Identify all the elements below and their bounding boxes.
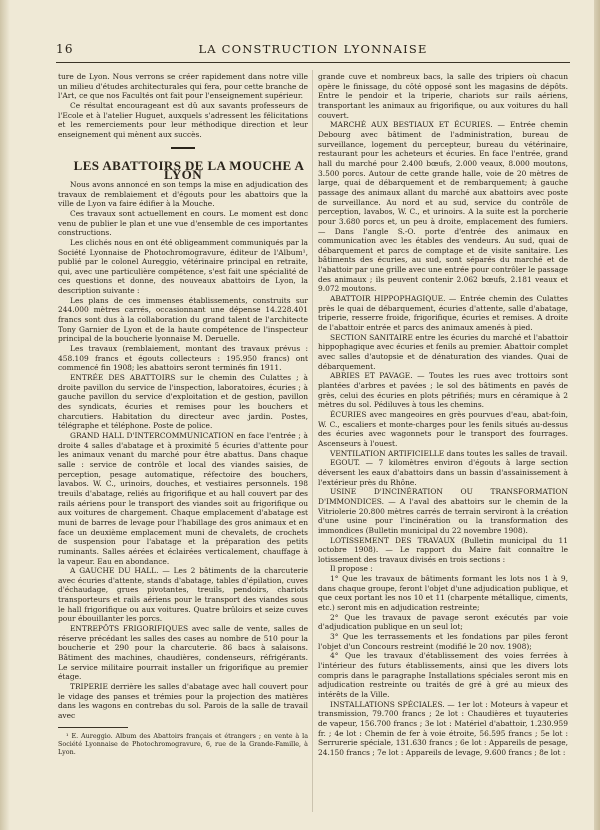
article-paragraph: SECTION SANITAIRE entre les écuries du marché et l'abattoir hippophagique avec écuries et fenils au premier. Abattoir complet avec salles d'autopsie et de dénaturation des viandes. Quai de débarquement. <box>318 332 568 371</box>
article-paragraph: Ces travaux sont actuellement en cours. Le moment est donc venu de publier le plan et une vue d'ensemble de ces importantes constructions. <box>58 208 308 238</box>
journal-title: LA CONSTRUCTION LYONNAISE <box>198 42 428 56</box>
column-gutter <box>312 70 313 812</box>
page-edge-right <box>594 0 600 830</box>
article-paragraph: 3° Que les terrassements et les fondations par piles feront l'objet d'un Concours restreint (modifié le 20 nov. 1908); <box>318 632 568 651</box>
article-paragraph: ABATTOIR HIPPOPHAGIQUE. — Entrée chemin des Culattes près le quai de débarquement, écuries d'attente, salle d'abatage, triperie, resserre froide, frigorifique, écuries et remises. A droite de l'abattoir entrée et parcs des animaux amenés à pied. <box>318 294 568 333</box>
article-paragraph: Les travaux (remblaiement, montant des travaux prévus : 458.109 francs et égouts collecteurs : 195.950 francs) ont commencé fin 1908; les abattoirs seront terminés fin 1911. <box>58 344 308 373</box>
article-paragraph: Les plans de ces immenses établissements, construits sur 244.000 mètres carrés, occasionnant une dépense 14.228.401 francs sont dus à la collaboration du grand talent de l'architecte Tony Garnier de Lyon et de la haute compétence de l'inspecteur principal de la boucherie lyonnaise M. Deruelle. <box>58 295 308 344</box>
article-paragraph: grande cuve et nombreux bacs, la salle des tripiers où chacun opère le finissage, du côté opposé sont les magasins de dépôts. Entre le pendoir et la triperie, chariots sur rails aériens, transportant les animaux au frigorifique, ou aux voitures du hall couvert. <box>318 72 568 120</box>
article-paragraph: A GAUCHE DU HALL. — Les 2 bâtiments de la charcuterie avec écuries d'attente, stands d'abatage, tables d'épilation, cuves d'échaudage, grues pivotantes, treuils, pendoirs, chariots transporteurs et rails aériens pour le transport des viandes sous le hall frigorifique ou aux voitures. Quatre brûloirs et seize cuves pour ébouillanter les porcs. <box>58 566 308 624</box>
article-paragraph: 4° Que les travaux d'établissement des voies ferrées à l'intérieur des futurs établissements, ainsi que les divers lots compris dans le paragraphe Installations spéciales seront mis en adjudication restreinte ou traités de gré à gré au mieux des intérêts de la Ville. <box>318 651 568 699</box>
running-header <box>56 40 570 58</box>
intro-paragraph: ture de Lyon. Nous verrons se créer rapidement dans notre ville un milieu d'études architecturales qui fera, pour cette branche de l'Art, ce que nos Facultés ont fait pour l'enseignement supérieur. <box>58 72 308 101</box>
article-paragraph: TRIPERIE derrière les salles d'abatage avec hall couvert pour le vidage des panses et trémies pour la projection des matières dans les wagons en contrebas du sol. Parois de la salle de travail avec <box>58 682 308 720</box>
footnote-text: ¹ E. Aureggio. Album des Abattoirs français et étrangers ; en vente à la Société Lyonnaise de Photochromogravure, 6, rue de la Grande-Famille, à Lyon. <box>58 731 308 756</box>
article-paragraph: ENTRÉE DES ABATTOIRS sur le chemin des Culattes ; à droite pavillon du service de l'inspection, laboratoires, écuries ; à gauche pavillon du service d'exploitation et de gestion, pavillon des syndicats, écuries et remises pour les bouchers et charcutiers. Habitation du directeur avec jardin. Postes, télégraphe et téléphone. Poste de police. <box>58 373 308 431</box>
article-paragraph: Il propose : <box>330 564 373 574</box>
footnote-rule <box>58 727 128 728</box>
section-divider <box>171 147 195 149</box>
page-number: 16 <box>56 42 74 56</box>
article-title: LES ABATTOIRS DE LA MOUCHE A LYON <box>73 157 305 183</box>
right-column <box>318 72 568 758</box>
article-paragraph: GRAND HALL D'INTERCOMMUNICATION en face l'entrée ; à droite 4 salles d'abatage et à proximité 5 écuries d'attente pour les animaux venant du marché pour être abattus. Dans chaque salle : service de contrôle et local des viandes saisies, de perception, pesage automatique, réfectoire des bouchers, lavabos. W. C., urinoirs, douches, et vestiaires personnels. 198 treuils d'abatage, reliés au frigorifique et au hall couvert par des rails aériens pour le transport des viandes soit au frigorifique ou aux voitures de chargement. Chaque emplacement d'abatage est muni de barres de levage pour l'habillage des gros animaux et en face un deuxième emplacement muni de chevalets, de crochets de suspension pour l'abatage et la préparation des petits ruminants. Salles aérées et éclairées verticalement, chauffage à la vapeur. Eau en abondance. <box>58 430 308 566</box>
article-paragraph: 2° Que les travaux de pavage seront exécutés par voie d'adjudication publique en un seul lot; <box>318 612 568 632</box>
article-paragraph: ÉCURIES avec mangeoires en grès pourvues d'eau, abat-foin, W. C., escaliers et monte-charges pour les fenils situés au-dessus des écuries avec wagonnets pour le transport des fourrages. Ascenseurs à l'ouest. <box>318 409 568 448</box>
article-paragraph: VENTILATION ARTIFICIELLE dans toutes les salles de travail. <box>330 448 568 458</box>
article-paragraph: Nous avons annoncé en son temps la mise en adjudication des travaux de remblaiement et d'égouts pour les abattoirs que la ville de Lyon va faire édifier à la Mouche. <box>58 179 308 209</box>
article-paragraph: LOTISSEMENT DES TRAVAUX (Bulletin municipal du 11 octobre 1908). — Le rapport du Maire fait connaître le lotissement des travaux divisés en trois sections : <box>318 535 568 564</box>
article-paragraph: INSTALLATIONS SPÉCIALES. — 1er lot : Moteurs à vapeur et transmission, 79.700 francs ; 2e lot : Chaudières et tuyauteries de vapeur, 156.700 francs ; 3e lot : Matériel d'abattoir, 1.230.959 fr. ; 4e lot : Chemin de fer à voie étroite, 56.595 francs ; 5e lot : Serrurerie spéciale, 131.630 francs ; 6e lot : Appareils de pesage, 24.150 francs ; 7e lot : Appareils de levage, 9.600 francs ; 8e lot : <box>318 699 568 757</box>
intro-paragraph: Ce résultat encourageant est dû aux savants professeurs de l'Ecole et à l'atelier Huguet, auxquels s'adressent les félicitations et les remerciements pour leur méthodique direction et leur enseignement qui mènent aux succès. <box>58 100 308 139</box>
article-paragraph: 1° Que les travaux de bâtiments formant les lots nos 1 à 9, dans chaque groupe, feront l'objet d'une adjudication publique, et que ceux portant les nos 10 et 11 (charpente métallique, ciments, etc.) seront mis en adjudication restreinte; <box>318 574 568 613</box>
page-edge-left <box>0 0 10 830</box>
header-rule <box>56 62 570 63</box>
article-paragraph: EGOUT. — 7 kilomètres environ d'égouts à large section déversent les eaux d'abattoirs dans un bassin d'assainissement à l'extérieur près du Rhône. <box>318 458 568 487</box>
article-paragraph: MARCHÉ AUX BESTIAUX ET ÉCURIES. — Entrée chemin Debourg avec bâtiment de l'administration, bureau de surveillance, logement du percepteur, bureau du vétérinaire, restaurant pour les acheteurs et écuries. En face l'entrée, grand hall du marché pour 2.400 bœufs, 2.000 veaux, 8.000 moutons, 3.500 porcs. Autour de cette grande halle, voie de 20 mètres de large, quai de débarquement et de rembarquement; à gauche passage des animaux allant du marché aux abattoirs avec poste de surveillance. Au nord et au sud, service du contrôle de perception, lavabos, W. C., et urinoirs. A la suite est la porcherie pour 3.680 porcs et, un peu à droite, emplacement des fumiers. — Dans l'angle S.-O. porte d'entrée des animaux en communication avec les étables des vendeurs. Au sud, quai de débarquement et parcs de comptage et de visite sanitaire. Les bâtiments des écuries, au sud, sont séparés du marché et de l'abattoir par une grille avec une entrée pour contrôler le passage des animaux ; ils peuvent contenir 2.062 bœufs, 2.181 veaux et 9.072 moutons. <box>318 120 568 294</box>
footnote <box>58 732 308 756</box>
left-column <box>58 72 308 756</box>
article-paragraph: ABRIES ET PAVAGE. — Toutes les rues avec trottoirs sont plantées d'arbres et pavées ; le sol des bâtiments en pavés de grès, celui des écuries en plots pétrifiés; murs en céramique à 2 mètres du sol. Pédiluves à tous les chemins. <box>318 371 568 410</box>
article-paragraph: Les clichés nous en ont été obligeamment communiqués par la Société Lyonnaise de Photochromogravure, éditeur de l'Album¹, publié par le colonel Aureggio, vétérinaire principal en retraite, qui, avec une particulière compétence, s'est fait une spécialité de ces questions et donne, des nouveaux abattoirs de Lyon, la description suivante : <box>58 237 308 296</box>
article-paragraph: USINE D'INCINÉRATION OU TRANSFORMATION D'IMMONDICES. — A l'aval des abattoirs sur le chemin de la Vitriolerie 20.800 mètres carrés de terrain serviront à la création d'une usine pour l'incinération ou la transformation des immondices (Bulletin municipal du 22 novembre 1908). <box>318 487 568 535</box>
article-paragraph: ENTREPÔTS FRIGORIFIQUES avec salle de vente, salles de réserve précédant les salles des cases au nombre de 510 pour la boucherie et 290 pour la charcuterie. 86 bacs à salaisons. Bâtiment des machines, chaudières, condenseurs, réfrigérants. Le service militaire pourrait installer un frigorifique au premier étage. <box>58 624 308 682</box>
